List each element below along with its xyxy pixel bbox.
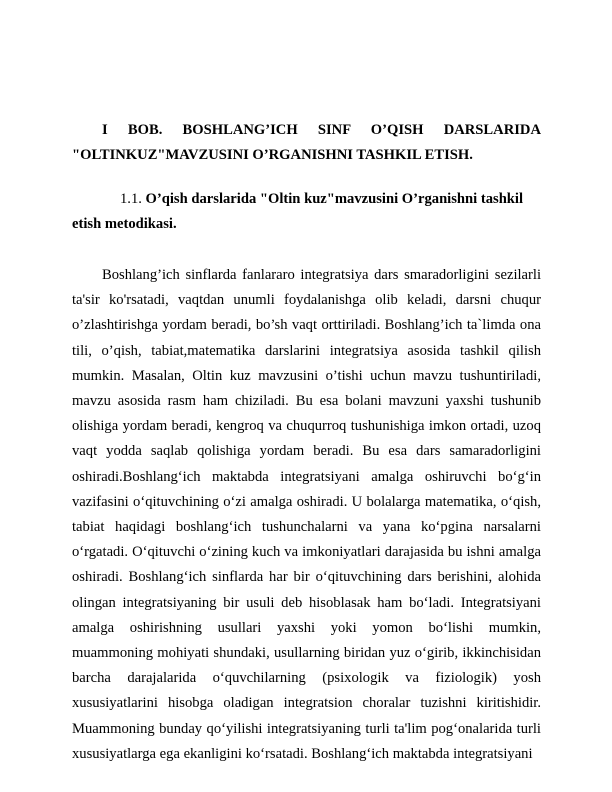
body-paragraph: Boshlang’ich sinflarda fanlararo integratsiya dars smaradorligini sezilarli ta'sir ko'rsatadi, vaqtdan unumli foydalanishga olib keladi, darsni chuqur o’zlashtirishga yordam beradi, bo’sh vaqt orttiriladi. Boshlang’ich ta`limda ona tili, o’qish, tabiat,matematika darslarini integratsiya asosida tashkil qilish mumkin. Masalan, Oltin kuz mavzusini o’tishi uchun mavzu tushuntiriladi, mavzu asosida rasm ham chiziladi. Bu esa bolani mavzuni yaxshi tushunib olishiga yordam beradi, kengroq va chuqurroq tushunishiga imkon ortadi, uzoq vaqt yodda saqlab qolishiga yordam beradi. Bu esa dars samaradorligini oshiradi.Boshlang‘ich maktabda integratsiyani amalga oshiruvchi bo‘g‘in vazifasini o‘qituvchining o‘zi amalga oshiradi. U bolalarga matematika, o‘qish, tabiat haqidagi boshlang‘ich tushunchalarni va yana ko‘pgina narsalarni o‘rgatadi. O‘qituvchi o‘zining kuch va imkoniyatlari darajasida bu ishni amalga oshiradi. Boshlang‘ich sinflarda har bir o‘qituvchining dars berishini, alohida olingan integratsiyaning bir usuli deb hisoblasak ham bo‘ladi. Integratsiyani amalga oshirishning usullari yaxshi yoki yomon bo‘lishi mumkin, muammoning mohiyati shundaki, usullarning biridan yuz o‘girib, ikkinchisidan barcha darajalarida o‘quvchilarning (psixologik va fiziologik) yosh xususiyatlarini hisobga oladigan integratsion choralar tuzishni kiritishidir. Muammoning bunday qo‘yilishi integratsiyaning turli ta'lim pog‘onalarida turli xususiyatlarga ega ekanligini ko‘rsatadi. Boshlang‘ich maktabda integratsiyani xyxy=(72,267,541,762)
chapter-heading-line-1: I BOB. BOSHLANG’ICH SINF O’QISH DARSLARIDA xyxy=(102,122,541,138)
section-heading xyxy=(72,187,541,237)
chapter-heading xyxy=(72,118,541,168)
section-number: 1.1. xyxy=(120,191,142,207)
chapter-heading-line-2: "OLTINKUZ"MAVZUSINI O’RGANISHNI TASHKIL ETISH. xyxy=(72,147,473,163)
section-title: O’qish darslarida "Oltin kuz"mavzusini O’rganishni tashkil etish metodikasi. xyxy=(72,191,524,232)
